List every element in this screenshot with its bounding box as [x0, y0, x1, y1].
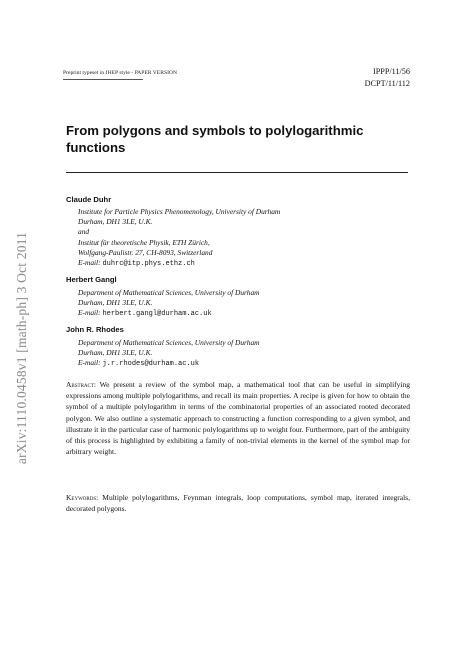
author-affiliation	[78, 207, 280, 269]
affiliation-line: Durham, DH1 3LE, U.K.	[78, 217, 153, 227]
preprint-rule	[63, 79, 143, 80]
affiliation-line: Durham, DH1 3LE, U.K.	[78, 348, 153, 358]
author-name: John R. Rhodes	[66, 325, 124, 334]
abstract	[66, 379, 410, 457]
paper-title	[66, 122, 396, 156]
author-affiliation	[78, 338, 260, 370]
preprint-note: Preprint typeset in JHEP style - PAPER VERSION	[63, 70, 178, 76]
author-affiliation	[78, 288, 260, 320]
report-number: DCPT/11/112	[364, 79, 410, 88]
title-line: functions	[66, 140, 126, 155]
keywords	[66, 492, 410, 514]
affiliation-line: Durham, DH1 3LE, U.K.	[78, 298, 153, 308]
email-line	[78, 308, 260, 319]
arxiv-stamp: arXiv:1110.0458v1 [math-ph] 3 Oct 2011	[14, 231, 29, 465]
email-label: E-mail:	[78, 308, 101, 318]
abstract-text: We present a review of the symbol map, a mathematical tool that can be useful in simplifying expressions among multiple polylogarithms, and recall its main properties. A recipe is given for how to obtain the symbol of a multiple polylogarithm in terms of the combinatorial properties of an associated rooted decorated polygon. We also outline a systematic approach to constructing a function corresponding to a given symbol, and illustrate it in the particular case of harmonic polylogarithms up to weight four. Furthermore, part of the ambiguity of this process is highlighted by exhibiting a family of non-trivial elements in the kernel of the symbol map for arbitrary weight.	[66, 380, 410, 457]
email-address[interactable]: j.r.rhodes@durham.ac.uk	[102, 360, 200, 369]
report-numbers	[365, 66, 410, 90]
email-address[interactable]: herbert.gangl@durham.ac.uk	[102, 310, 212, 319]
affiliation-line: Wolfgang-Paulistr. 27, CH-8093, Switzerland	[78, 247, 213, 257]
report-number: IPPP/11/56	[372, 67, 410, 76]
affiliation-line: Institute for Particle Physics Phenomenology, University of Durham	[78, 207, 281, 216]
author-name: Claude Duhr	[66, 195, 112, 204]
affiliation-line: Institut für theoretische Physik, ETH Zürich,	[78, 237, 210, 247]
title-line: From polygons and symbols to polylogarithmic	[66, 123, 364, 138]
affiliation-line: Department of Mathematical Sciences, University of Durham	[78, 338, 260, 347]
email-label: E-mail:	[78, 258, 101, 268]
email-address[interactable]: duhrc@itp.phys.ethz.ch	[102, 260, 195, 269]
email-line	[78, 358, 260, 369]
abstract-label: Abstract:	[66, 380, 97, 389]
title-rule	[66, 172, 408, 173]
affiliation-line: and	[78, 227, 90, 237]
keywords-label: Keywords:	[66, 493, 99, 502]
keywords-text: Multiple polylogarithms, Feynman integrals, loop computations, symbol map, iterated integrals, decorated polygons.	[66, 493, 411, 514]
email-line	[78, 258, 280, 269]
email-label: E-mail:	[78, 358, 101, 368]
affiliation-line: Department of Mathematical Sciences, University of Durham	[78, 288, 260, 297]
author-name: Herbert Gangl	[66, 275, 117, 284]
